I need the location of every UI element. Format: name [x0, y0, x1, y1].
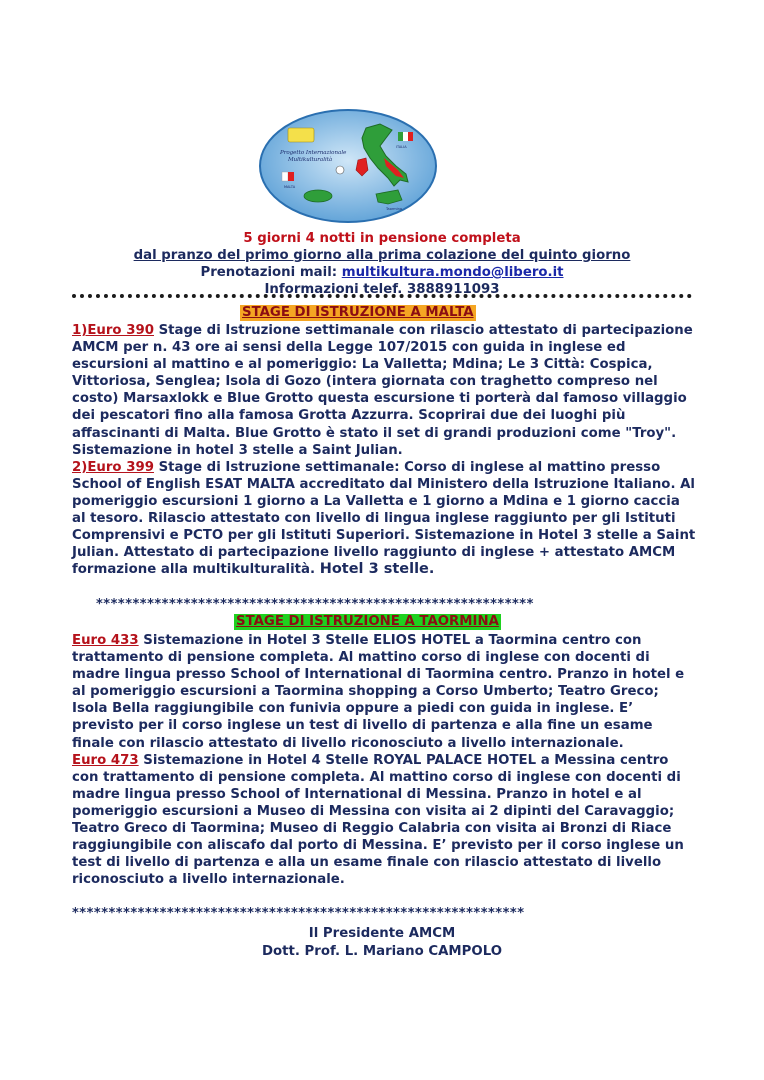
- taormina-offer2-price: Euro 473: [72, 752, 139, 768]
- malta-offer2-price: 2)Euro 399: [72, 459, 154, 475]
- malta-banner: STAGE DI ISTRUZIONE A MALTA: [242, 305, 474, 320]
- malta-offer1-text: Stage di Istruzione settimanale con rilascio attestato di partecipazione AMCM per n. 43 ore ai sensi della Legge 107/2015 con guida in inglese ed escursioni al mattino e al pomeriggio: La Valletta; Mdina; Le 3 Città: Cospica, Vittoriosa, Senglea; Isola di Gozo (intera giornata con traghetto compreso nel costo) Marsaxlokk e Blue Grotto questa escursione ti porterà dal famoso villaggio dei pescatori fino alla famosa Grotta Azzurra. Scoprirai due dei luoghi più affascinanti di Malta. Blue Grotto è stato il set di grandi produzioni come "Troy". Sistemazione in hotel 3 stelle a Saint Julian.: [72, 323, 693, 458]
- malta-offer2-tail: Hotel 3 stelle.: [319, 561, 435, 578]
- booking-email-link[interactable]: multikultura.mondo@libero.it: [341, 265, 564, 280]
- header-phone: Informazioni telef. 3888911093: [264, 282, 500, 297]
- malta-offers: [72, 322, 696, 578]
- logo-label-italia: ITALIA: [396, 145, 407, 149]
- taormina-offers: [72, 632, 696, 888]
- star-separator-2: **************************************************************: [72, 906, 525, 921]
- logo-text-2: Multikulturalità: [288, 157, 333, 163]
- header-meals: dal pranzo del primo giorno alla prima colazione del quinto giorno: [133, 248, 631, 263]
- taormina-banner: STAGE DI ISTRUZIONE A TAORMINA: [236, 614, 499, 629]
- malta-offer1-price: 1)Euro 390: [72, 323, 154, 338]
- logo-label-taormina: Taormina: [386, 207, 402, 211]
- signature-title: Il Presidente AMCM: [308, 926, 456, 941]
- header-booking: [70, 264, 694, 281]
- header-duration: 5 giorni 4 notti in pensione completa: [243, 231, 521, 246]
- taormina-offer2-text: Sistemazione in Hotel 4 Stelle ROYAL PALACE HOTEL a Messina centro con trattamento di pensione completa. Al mattino corso di inglese con docenti di madre lingua presso School of International di Messina. Pranzo in hotel e al pomeriggio escursioni a Museo di Messina con visita ai 2 dipinti del Caravaggio; Teatro Greco di Taormina; Museo di Reggio Calabria con visita ai Bronzi di Riace raggiungibile con aliscafo dal porto di Messina. E’ previsto per il corso inglese un test di livello di partenza e alla un esame finale con rilascio attestato di livello riconosciuto a livello internazionale.: [72, 752, 684, 888]
- dotted-separator: [72, 294, 692, 298]
- malta-offer2-text: Stage di Istruzione settimanale: Corso di inglese al mattino presso School of English ESAT MALTA accreditato dal Ministero della Istruzione Italiano. Al pomeriggio escursioni 1 giorno a La Valletta e 1 giorno a Mdina e 1 giorno caccia al tesoro. Rilascio attestato con livello di lingua inglese raggiunto per gli Istituti Comprensivi e PCTO per gli Istituti Superiori. Sistemazione in Hotel 3 stelle a Saint Julian. Attestato di partecipazione livello raggiunto di inglese + attestato AMCM formazione alla multikulturalità.: [72, 459, 696, 578]
- booking-label: Prenotazioni mail:: [200, 265, 342, 280]
- project-logo: [258, 108, 438, 224]
- taormina-offer1-price: Euro 433: [72, 633, 139, 648]
- logo-text-1: Progetto Internazionale: [280, 150, 347, 156]
- star-separator-1: ************************************************************: [96, 597, 534, 612]
- logo-label-malta: MALTA: [284, 185, 296, 189]
- taormina-offer1-text: Sistemazione in Hotel 3 Stelle ELIOS HOTEL a Taormina centro con trattamento di pensione completa. Al mattino corso di inglese con docenti di madre lingua presso School of International di Taormina centro. Pranzo in hotel e al pomeriggio escursioni a Taormina shopping a Corso Umberto; Teatro Greco; Isola Bella raggiungibile con funivia oppure a piedi con guida in inglese. E’ previsto per il corso inglese un test di livello di partenza e alla fine un esame finale con rilascio attestato di livello riconosciuto a livello internazionale.: [72, 633, 685, 751]
- signature-name: Dott. Prof. L. Mariano CAMPOLO: [261, 944, 503, 959]
